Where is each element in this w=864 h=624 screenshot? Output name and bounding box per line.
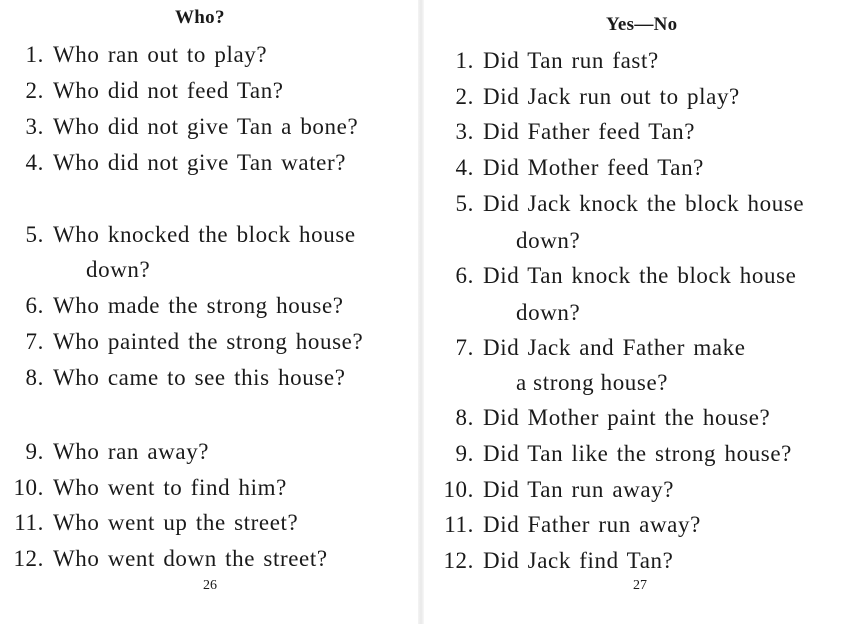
question-text: Who made the strong house?: [53, 293, 344, 318]
right-page-heading: Yes—No: [606, 14, 678, 35]
question-number: 11.: [14, 510, 44, 535]
question-text: Who ran away?: [53, 439, 210, 464]
question-text: Who did not feed Tan?: [53, 78, 284, 103]
question-number: 6.: [25, 293, 44, 318]
question-continuation: down?: [86, 257, 151, 282]
question-number: 9.: [455, 441, 474, 466]
question-number: 8.: [455, 405, 474, 430]
question-text: Who went down the street?: [53, 546, 328, 571]
question-number: 7.: [25, 329, 44, 354]
question-text: Who ran out to play?: [53, 42, 268, 67]
question-text: Did Jack knock the block house: [483, 191, 805, 216]
question-text: Who knocked the block house: [53, 222, 356, 247]
left-page: [0, 0, 418, 624]
question-text: Did Jack run out to play?: [483, 84, 740, 109]
question-text: Did Mother feed Tan?: [483, 155, 704, 180]
right-page: [424, 0, 864, 624]
question-text: Did Father feed Tan?: [483, 119, 696, 144]
question-text: Who came to see this house?: [53, 365, 346, 390]
question-number: 11.: [444, 512, 474, 537]
question-text: Did Tan run fast?: [483, 48, 659, 73]
question-number: 2.: [455, 84, 474, 109]
question-number: 10.: [443, 477, 474, 502]
question-continuation: a strong house?: [516, 370, 669, 395]
question-text: Did Tan like the strong house?: [483, 441, 792, 466]
question-number: 8.: [25, 365, 44, 390]
question-number: 10.: [13, 475, 44, 500]
question-number: 3.: [455, 119, 474, 144]
question-continuation: down?: [516, 228, 581, 253]
question-number: 1.: [455, 48, 474, 73]
question-continuation: down?: [516, 300, 581, 325]
question-text: Who did not give Tan a bone?: [53, 114, 359, 139]
question-number: 4.: [25, 150, 44, 175]
question-number: 6.: [455, 263, 474, 288]
question-number: 7.: [455, 335, 474, 360]
left-page-heading: Who?: [175, 7, 225, 28]
question-text: Who did not give Tan water?: [53, 150, 347, 175]
question-number: 1.: [25, 42, 44, 67]
question-number: 9.: [25, 439, 44, 464]
question-number: 4.: [455, 155, 474, 180]
question-text: Did Jack and Father make: [483, 335, 746, 360]
question-number: 12.: [13, 546, 44, 571]
question-number: 5.: [455, 191, 474, 216]
page-number: 27: [633, 578, 647, 593]
question-number: 3.: [25, 114, 44, 139]
page-number: 26: [203, 578, 217, 593]
question-text: Did Mother paint the house?: [483, 405, 771, 430]
question-text: Did Tan run away?: [483, 477, 675, 502]
question-text: Who went up the street?: [53, 510, 299, 535]
question-text: Did Father run away?: [483, 512, 701, 537]
question-text: Did Jack find Tan?: [483, 548, 674, 573]
question-number: 5.: [25, 222, 44, 247]
question-number: 2.: [25, 78, 44, 103]
question-text: Who painted the strong house?: [53, 329, 364, 354]
question-text: Did Tan knock the block house: [483, 263, 797, 288]
question-text: Who went to find him?: [53, 475, 287, 500]
question-number: 12.: [443, 548, 474, 573]
